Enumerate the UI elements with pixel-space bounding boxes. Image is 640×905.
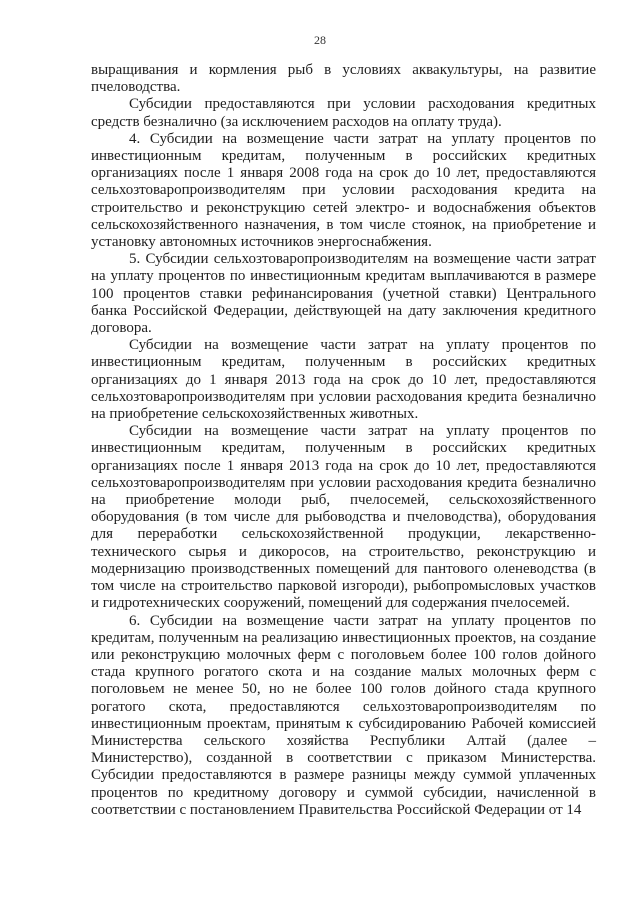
paragraph-credits-after-2013: Субсидии на возмещение части затрат на уплату процентов по инвестиционным кредитам, полученным в российских кредитных организациях после 1 января 2013 года на срок до 10 лет, предоставляются сельхозтоваропроизводителям при условии расходования кредита безналично на приобретение молоди рыб, пчелосемей, сельскохозяйственного оборудования (в том числе для рыбоводства и пчеловодства), оборудования для переработки сельскохозяйственной продукции, лекарственно-технического сырья и дикоросов, на строительство, реконструкцию и модернизацию производственных помещений для пантового оленеводства (в том числе на строительство парковой изгороди), рыбопромысловых участков и гидротехнических сооружений, помещений для содержания пчелосемей. [91, 423, 596, 612]
paragraph-item-4: 4. Субсидии на возмещение части затрат на уплату процентов по инвестиционным кредитам, полученным в российских кредитных организациях после 1 января 2008 года на срок до 10 лет, предоставляются сельхозтоваропроизводителям при условии расходования кредита на строительство и реконструкцию сетей электро- и водоснабжения объектов сельскохозяйственного назначения, в том числе стоянок, на приобретение и установку автономных источников энергоснабжения. [91, 130, 596, 251]
page-number: 28 [314, 33, 326, 47]
paragraph-item-6: 6. Субсидии на возмещение части затрат на уплату процентов по кредитам, полученным на реализацию инвестиционных проектов, на создание или реконструкцию молочных ферм с поголовьем более 100 голов дойного стада крупного рогатого скота и на создание малых молочных ферм с поголовьем не менее 50, но не более 100 голов дойного стада крупного рогатого скота, предоставляются сельхозтоваропроизводителям по инвестиционным проектам, принятым к субсидированию Рабочей комиссией Министерства сельского хозяйства Республики Алтай (далее – Министерство), созданной в соответствии с приказом Министерства. Субсидии предоставляются в размере разницы между суммой уплаченных процентов по кредитному договору и суммой субсидии, начисленной в соответствии с постановлением Правительства Российской Федерации от 14 [91, 612, 596, 818]
paragraph-continuation: выращивания и кормления рыб в условиях аквакультуры, на развитие пчеловодства. [91, 62, 596, 96]
paragraph-credits-before-2013: Субсидии на возмещение части затрат на уплату процентов по инвестиционным кредитам, полученным в российских кредитных организациях до 1 января 2013 года на срок до 10 лет, предоставляются сельхозтоваропроизводителям при условии расходования кредита безналично на приобретение сельскохозяйственных животных. [91, 337, 596, 423]
paragraph-subsidy-conditions: Субсидии предоставляются при условии расходования кредитных средств безналично (за исключением расходов на оплату труда). [91, 96, 596, 130]
paragraph-item-5: 5. Субсидии сельхозтоваропроизводителям на возмещение части затрат на уплату процентов по инвестиционным кредитам выплачиваются в размере 100 процентов ставки рефинансирования (учетной ставки) Центрального банка Российской Федерации, действующей на дату заключения кредитного договора. [91, 251, 596, 337]
document-body [91, 62, 596, 819]
